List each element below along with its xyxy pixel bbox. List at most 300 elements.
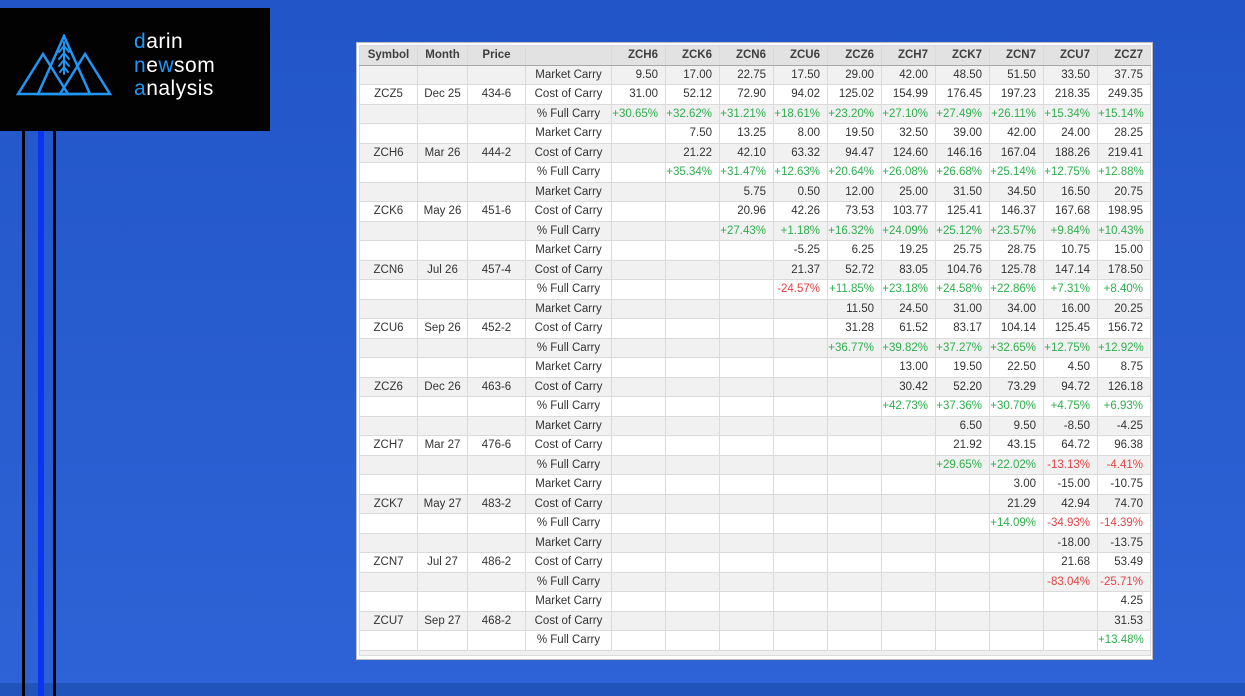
- value-cell: -4.25: [1098, 416, 1151, 436]
- value-cell: 125.02: [828, 85, 882, 105]
- table-row: [360, 631, 1151, 651]
- cell-symbol: [360, 241, 418, 261]
- value-cell: [936, 572, 990, 592]
- value-cell: 94.47: [828, 143, 882, 163]
- cell-symbol: [360, 416, 418, 436]
- value-cell: 4.50: [1044, 358, 1098, 378]
- cell-symbol: [360, 163, 418, 183]
- value-cell: [936, 553, 990, 573]
- value-cell: [720, 494, 774, 514]
- header-contract: ZCN6: [720, 46, 774, 66]
- value-cell: [774, 338, 828, 358]
- value-cell: [720, 416, 774, 436]
- value-cell: [828, 533, 882, 553]
- table-row: [360, 611, 1151, 631]
- value-cell: +27.49%: [936, 104, 990, 124]
- cell-month: Jul 27: [418, 553, 468, 573]
- table-row: [360, 553, 1151, 573]
- value-cell: +10.43%: [1098, 221, 1151, 241]
- value-cell: [882, 592, 936, 612]
- value-cell: +12.63%: [774, 163, 828, 183]
- value-cell: [612, 163, 666, 183]
- value-cell: +27.43%: [720, 221, 774, 241]
- value-cell: [936, 631, 990, 651]
- value-cell: 33.50: [1044, 65, 1098, 85]
- value-cell: 25.00: [882, 182, 936, 202]
- value-cell: [828, 397, 882, 417]
- cell-price: 434-6: [468, 85, 526, 105]
- value-cell: -18.00: [1044, 533, 1098, 553]
- cell-month: [418, 280, 468, 300]
- cell-symbol: ZCN7: [360, 553, 418, 573]
- value-cell: 51.50: [990, 65, 1044, 85]
- logo-line-darin: [134, 30, 215, 54]
- value-cell: [666, 182, 720, 202]
- value-cell: [774, 514, 828, 534]
- value-cell: 17.00: [666, 65, 720, 85]
- value-cell: [720, 611, 774, 631]
- cell-month: [418, 514, 468, 534]
- value-cell: [720, 280, 774, 300]
- cell-symbol: ZCK6: [360, 202, 418, 222]
- logo-letter-n: n: [134, 53, 147, 77]
- table-row: [360, 377, 1151, 397]
- value-cell: 124.60: [882, 143, 936, 163]
- value-cell: [612, 611, 666, 631]
- cell-symbol: ZCU6: [360, 319, 418, 339]
- value-cell: +6.93%: [1098, 397, 1151, 417]
- value-cell: 42.10: [720, 143, 774, 163]
- cell-month: [418, 182, 468, 202]
- value-cell: [720, 592, 774, 612]
- value-cell: 48.50: [936, 65, 990, 85]
- value-cell: [666, 475, 720, 495]
- row-label: Cost of Carry: [526, 202, 612, 222]
- row-label: % Full Carry: [526, 104, 612, 124]
- table-row: [360, 358, 1151, 378]
- header-contract: ZCK6: [666, 46, 720, 66]
- value-cell: [666, 338, 720, 358]
- cell-symbol: ZCK7: [360, 494, 418, 514]
- value-cell: [612, 533, 666, 553]
- table-row: [360, 85, 1151, 105]
- value-cell: [612, 319, 666, 339]
- table-row: [360, 416, 1151, 436]
- row-label: % Full Carry: [526, 572, 612, 592]
- value-cell: 21.37: [774, 260, 828, 280]
- value-cell: [936, 533, 990, 553]
- value-cell: 22.50: [990, 358, 1044, 378]
- value-cell: +32.65%: [990, 338, 1044, 358]
- cell-symbol: [360, 65, 418, 85]
- value-cell: [666, 397, 720, 417]
- value-cell: 154.99: [882, 85, 936, 105]
- logo-text-som: som: [174, 53, 216, 77]
- value-cell: [1044, 631, 1098, 651]
- cell-symbol: [360, 338, 418, 358]
- row-label: Cost of Carry: [526, 260, 612, 280]
- cell-month: May 27: [418, 494, 468, 514]
- value-cell: 30.42: [882, 377, 936, 397]
- table-row: [360, 299, 1151, 319]
- cell-price: [468, 533, 526, 553]
- value-cell: +4.75%: [1044, 397, 1098, 417]
- value-cell: [990, 611, 1044, 631]
- value-cell: [666, 377, 720, 397]
- value-cell: 52.12: [666, 85, 720, 105]
- value-cell: 9.50: [612, 65, 666, 85]
- value-cell: +25.14%: [990, 163, 1044, 183]
- value-cell: [666, 533, 720, 553]
- value-cell: +1.18%: [774, 221, 828, 241]
- cell-price: 486-2: [468, 553, 526, 573]
- value-cell: [828, 436, 882, 456]
- value-cell: 19.25: [882, 241, 936, 261]
- cell-month: [418, 397, 468, 417]
- value-cell: 104.14: [990, 319, 1044, 339]
- cell-symbol: [360, 572, 418, 592]
- value-cell: +24.58%: [936, 280, 990, 300]
- value-cell: 5.75: [720, 182, 774, 202]
- value-cell: [720, 572, 774, 592]
- row-label: Cost of Carry: [526, 553, 612, 573]
- value-cell: [882, 514, 936, 534]
- row-label: Cost of Carry: [526, 611, 612, 631]
- cell-month: Mar 27: [418, 436, 468, 456]
- value-cell: 7.50: [666, 124, 720, 144]
- value-cell: 167.04: [990, 143, 1044, 163]
- cell-symbol: [360, 299, 418, 319]
- logo-letter-a: a: [134, 77, 147, 100]
- value-cell: -13.75: [1098, 533, 1151, 553]
- value-cell: [666, 299, 720, 319]
- value-cell: [612, 592, 666, 612]
- value-cell: +37.36%: [936, 397, 990, 417]
- cell-month: Dec 26: [418, 377, 468, 397]
- value-cell: 94.02: [774, 85, 828, 105]
- value-cell: +20.64%: [828, 163, 882, 183]
- value-cell: [828, 572, 882, 592]
- cell-month: [418, 533, 468, 553]
- value-cell: [882, 436, 936, 456]
- row-label: Market Carry: [526, 358, 612, 378]
- value-cell: +30.70%: [990, 397, 1044, 417]
- value-cell: 42.00: [882, 65, 936, 85]
- table-row: [360, 338, 1151, 358]
- cell-month: [418, 358, 468, 378]
- value-cell: +9.84%: [1044, 221, 1098, 241]
- logo-text-e: e: [146, 53, 159, 77]
- header-symbol: Symbol: [360, 46, 418, 66]
- value-cell: [828, 611, 882, 631]
- value-cell: [666, 241, 720, 261]
- value-cell: +31.21%: [720, 104, 774, 124]
- value-cell: -14.39%: [1098, 514, 1151, 534]
- row-label: % Full Carry: [526, 163, 612, 183]
- table-row: [360, 241, 1151, 261]
- value-cell: [666, 631, 720, 651]
- value-cell: [666, 553, 720, 573]
- value-cell: [1044, 592, 1098, 612]
- value-cell: [720, 338, 774, 358]
- value-cell: [936, 475, 990, 495]
- value-cell: 28.25: [1098, 124, 1151, 144]
- cell-month: [418, 475, 468, 495]
- cell-price: 457-4: [468, 260, 526, 280]
- value-cell: 8.00: [774, 124, 828, 144]
- value-cell: [936, 611, 990, 631]
- value-cell: 31.50: [936, 182, 990, 202]
- row-label: Cost of Carry: [526, 319, 612, 339]
- header-contract: ZCZ7: [1098, 46, 1151, 66]
- cell-symbol: [360, 514, 418, 534]
- value-cell: 39.00: [936, 124, 990, 144]
- value-cell: [666, 572, 720, 592]
- value-cell: +15.34%: [1044, 104, 1098, 124]
- value-cell: [666, 260, 720, 280]
- value-cell: [666, 436, 720, 456]
- value-cell: [612, 553, 666, 573]
- value-cell: [720, 241, 774, 261]
- value-cell: +14.09%: [990, 514, 1044, 534]
- value-cell: 197.23: [990, 85, 1044, 105]
- value-cell: +13.48%: [1098, 631, 1151, 651]
- value-cell: 147.14: [1044, 260, 1098, 280]
- value-cell: 146.37: [990, 202, 1044, 222]
- value-cell: +26.68%: [936, 163, 990, 183]
- value-cell: 63.32: [774, 143, 828, 163]
- cell-symbol: ZCZ5: [360, 85, 418, 105]
- value-cell: 125.45: [1044, 319, 1098, 339]
- value-cell: [666, 455, 720, 475]
- value-cell: [828, 377, 882, 397]
- value-cell: 21.92: [936, 436, 990, 456]
- value-cell: 125.78: [990, 260, 1044, 280]
- value-cell: [828, 416, 882, 436]
- value-cell: [612, 143, 666, 163]
- value-cell: 73.29: [990, 377, 1044, 397]
- row-label: Market Carry: [526, 592, 612, 612]
- value-cell: 219.41: [1098, 143, 1151, 163]
- value-cell: [774, 475, 828, 495]
- row-label: % Full Carry: [526, 280, 612, 300]
- value-cell: +31.47%: [720, 163, 774, 183]
- value-cell: -34.93%: [1044, 514, 1098, 534]
- value-cell: +16.32%: [828, 221, 882, 241]
- value-cell: 24.00: [1044, 124, 1098, 144]
- value-cell: +7.31%: [1044, 280, 1098, 300]
- value-cell: [936, 592, 990, 612]
- value-cell: [882, 494, 936, 514]
- value-cell: 31.28: [828, 319, 882, 339]
- value-cell: [720, 436, 774, 456]
- table-row: [360, 572, 1151, 592]
- row-label: Cost of Carry: [526, 494, 612, 514]
- cell-price: [468, 65, 526, 85]
- row-label: Cost of Carry: [526, 85, 612, 105]
- table-row: [360, 202, 1151, 222]
- value-cell: [612, 475, 666, 495]
- cell-price: [468, 397, 526, 417]
- value-cell: 9.50: [990, 416, 1044, 436]
- partial-row-cell: [360, 650, 1151, 655]
- value-cell: 42.00: [990, 124, 1044, 144]
- cell-symbol: ZCN6: [360, 260, 418, 280]
- table-row: [360, 514, 1151, 534]
- value-cell: 125.41: [936, 202, 990, 222]
- row-label: Market Carry: [526, 182, 612, 202]
- value-cell: -8.50: [1044, 416, 1098, 436]
- value-cell: [882, 553, 936, 573]
- value-cell: +37.27%: [936, 338, 990, 358]
- partial-row: [360, 650, 1151, 655]
- cell-price: 444-2: [468, 143, 526, 163]
- cell-price: [468, 124, 526, 144]
- value-cell: 12.00: [828, 182, 882, 202]
- header-contract: ZCU6: [774, 46, 828, 66]
- cell-symbol: [360, 397, 418, 417]
- value-cell: [612, 631, 666, 651]
- value-cell: [774, 631, 828, 651]
- value-cell: 10.75: [1044, 241, 1098, 261]
- value-cell: +12.75%: [1044, 163, 1098, 183]
- value-cell: [774, 436, 828, 456]
- logo-letter-d: d: [134, 30, 147, 53]
- value-cell: [882, 533, 936, 553]
- value-cell: +26.11%: [990, 104, 1044, 124]
- value-cell: [936, 494, 990, 514]
- value-cell: [882, 572, 936, 592]
- value-cell: 28.75: [990, 241, 1044, 261]
- cell-symbol: [360, 631, 418, 651]
- table-row: [360, 163, 1151, 183]
- value-cell: [828, 592, 882, 612]
- value-cell: [990, 572, 1044, 592]
- value-cell: [828, 631, 882, 651]
- table-row: [360, 397, 1151, 417]
- value-cell: +23.20%: [828, 104, 882, 124]
- cell-price: 463-6: [468, 377, 526, 397]
- value-cell: [666, 319, 720, 339]
- cell-symbol: [360, 221, 418, 241]
- value-cell: 176.45: [936, 85, 990, 105]
- value-cell: [774, 319, 828, 339]
- cell-month: Sep 26: [418, 319, 468, 339]
- cell-price: 451-6: [468, 202, 526, 222]
- value-cell: 6.50: [936, 416, 990, 436]
- value-cell: +26.08%: [882, 163, 936, 183]
- value-cell: 20.75: [1098, 182, 1151, 202]
- cell-symbol: ZCH7: [360, 436, 418, 456]
- cell-symbol: [360, 592, 418, 612]
- value-cell: [666, 202, 720, 222]
- value-cell: [774, 358, 828, 378]
- logo-text-arin: arin: [146, 30, 184, 53]
- cell-price: [468, 221, 526, 241]
- value-cell: [612, 494, 666, 514]
- value-cell: [612, 455, 666, 475]
- value-cell: 29.00: [828, 65, 882, 85]
- value-cell: [666, 358, 720, 378]
- value-cell: [882, 455, 936, 475]
- value-cell: [612, 338, 666, 358]
- table-row: [360, 533, 1151, 553]
- value-cell: 52.72: [828, 260, 882, 280]
- value-cell: [720, 377, 774, 397]
- value-cell: 15.00: [1098, 241, 1151, 261]
- cell-price: 476-6: [468, 436, 526, 456]
- cell-price: [468, 592, 526, 612]
- table-row: [360, 143, 1151, 163]
- cell-symbol: [360, 455, 418, 475]
- value-cell: 72.90: [720, 85, 774, 105]
- value-cell: [666, 221, 720, 241]
- logo-wordmark: [134, 30, 215, 101]
- row-label: Cost of Carry: [526, 436, 612, 456]
- value-cell: 34.50: [990, 182, 1044, 202]
- value-cell: [612, 241, 666, 261]
- value-cell: +8.40%: [1098, 280, 1151, 300]
- value-cell: [774, 416, 828, 436]
- value-cell: 8.75: [1098, 358, 1151, 378]
- value-cell: 53.49: [1098, 553, 1151, 573]
- cell-price: [468, 241, 526, 261]
- value-cell: +27.10%: [882, 104, 936, 124]
- value-cell: 156.72: [1098, 319, 1151, 339]
- value-cell: -5.25: [774, 241, 828, 261]
- cell-month: Jul 26: [418, 260, 468, 280]
- value-cell: 16.00: [1044, 299, 1098, 319]
- value-cell: [828, 494, 882, 514]
- table-row: [360, 104, 1151, 124]
- table-row: [360, 436, 1151, 456]
- row-label: % Full Carry: [526, 338, 612, 358]
- value-cell: [612, 436, 666, 456]
- cell-price: 483-2: [468, 494, 526, 514]
- value-cell: 24.50: [882, 299, 936, 319]
- row-label: Cost of Carry: [526, 377, 612, 397]
- value-cell: [828, 514, 882, 534]
- value-cell: 3.00: [990, 475, 1044, 495]
- cell-month: [418, 572, 468, 592]
- value-cell: +11.85%: [828, 280, 882, 300]
- logo-box: [0, 8, 270, 131]
- cell-symbol: [360, 104, 418, 124]
- value-cell: -10.75: [1098, 475, 1151, 495]
- header-contract: ZCZ6: [828, 46, 882, 66]
- mountain-wheat-logo-icon: [16, 34, 112, 96]
- table-row: [360, 182, 1151, 202]
- value-cell: [666, 611, 720, 631]
- vertical-black-line-right: [53, 131, 56, 696]
- value-cell: 83.05: [882, 260, 936, 280]
- value-cell: +32.62%: [666, 104, 720, 124]
- value-cell: [720, 553, 774, 573]
- value-cell: 61.52: [882, 319, 936, 339]
- carry-table-panel: [356, 42, 1153, 660]
- header-contract: ZCK7: [936, 46, 990, 66]
- value-cell: [720, 533, 774, 553]
- cell-price: [468, 358, 526, 378]
- table-row: [360, 260, 1151, 280]
- value-cell: [774, 377, 828, 397]
- value-cell: [990, 592, 1044, 612]
- logo-text-nalysis: nalysis: [146, 77, 214, 100]
- row-label: Market Carry: [526, 299, 612, 319]
- header-month: Month: [418, 46, 468, 66]
- logo-letter-w: w: [158, 53, 175, 77]
- row-label: Market Carry: [526, 241, 612, 261]
